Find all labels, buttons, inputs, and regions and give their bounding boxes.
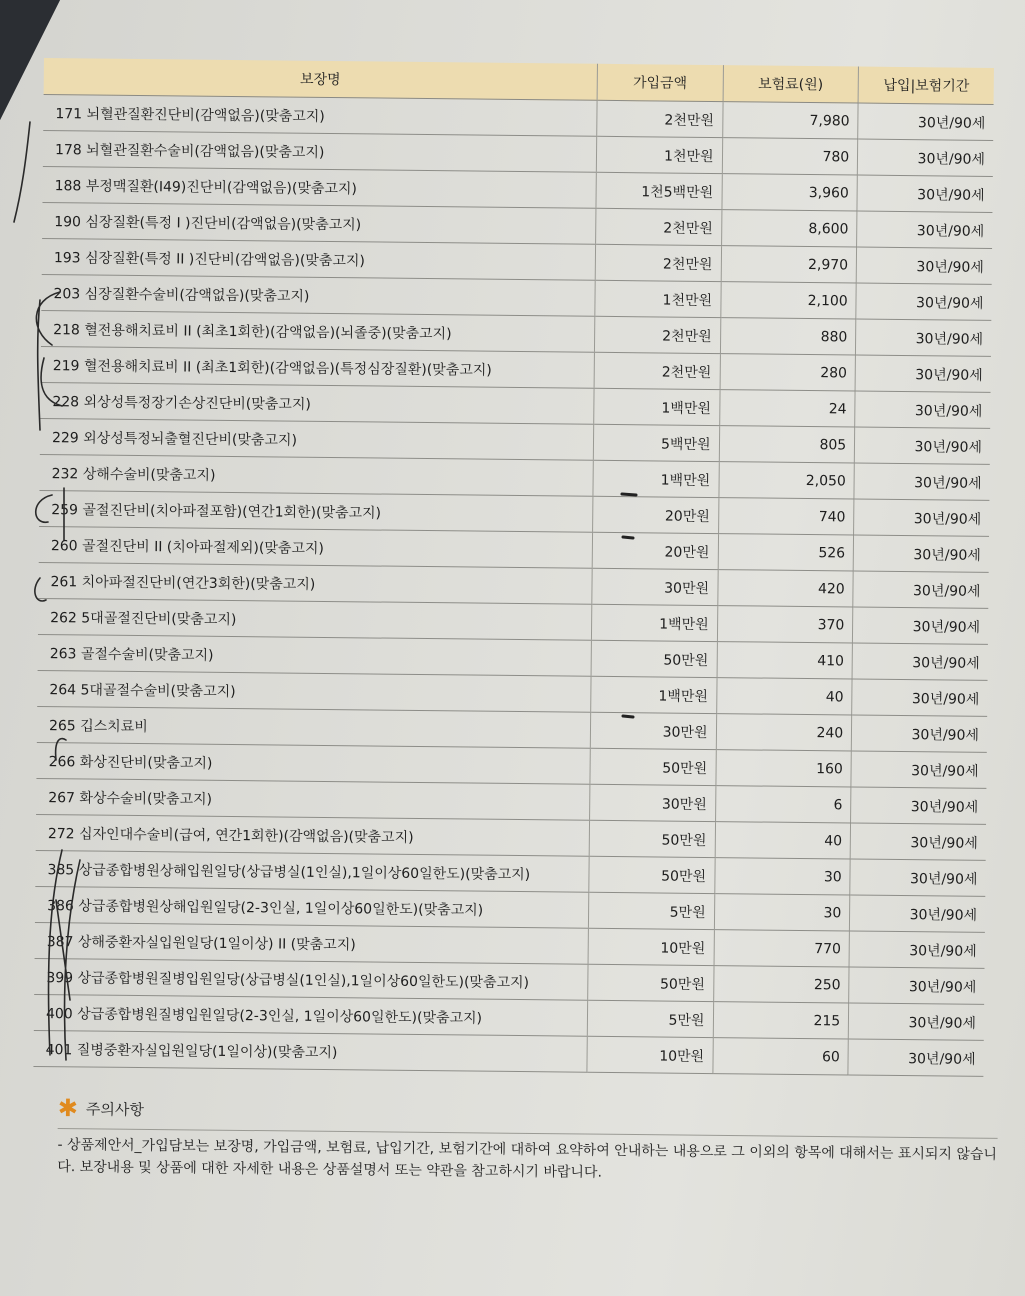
- coverage-name-cell: 261 치아파절진단비(연간3회한)(맞춤고지): [38, 562, 592, 604]
- premium-cell: 30: [714, 894, 850, 931]
- coverage-name-cell: 272 십자인대수술비(급여, 연간1회한)(감액없음)(맞춤고지): [36, 814, 590, 856]
- amount-cell: 50만원: [588, 964, 714, 1001]
- amount-cell: 2천만원: [595, 316, 721, 353]
- coverage-name-cell: 260 골절진단비 II (치아파절제외)(맞춤고지): [39, 526, 593, 568]
- amount-cell: 1천만원: [596, 136, 722, 173]
- amount-cell: 2천만원: [597, 100, 723, 137]
- amount-cell: 2천만원: [594, 352, 720, 389]
- period-cell: 30년/90세: [857, 211, 993, 248]
- premium-cell: 410: [717, 642, 853, 679]
- period-cell: 30년/90세: [855, 427, 991, 464]
- premium-cell: 805: [719, 426, 855, 463]
- coverage-name-cell: 265 깁스치료비: [37, 706, 591, 748]
- premium-cell: 30: [714, 858, 850, 895]
- premium-cell: 6: [715, 786, 851, 823]
- notes-text: - 상품제안서_가입담보는 보장명, 가입금액, 보험료, 납입기간, 보험기간에 대하여 요약하여 안내하는 내용으로 그 이외의 항목에 대해서는 표시되지 않습니다. 보장내용 및 상품에 대한 자세한 내용은 상품설명서 또는 약관을 참고하시기 바랍니다.: [57, 1128, 997, 1188]
- coverage-name-cell: 190 심장질환(특정 I )진단비(감액없음)(맞춤고지): [42, 202, 596, 244]
- amount-cell: 50만원: [589, 856, 715, 893]
- notes-title: 주의사항: [85, 1099, 145, 1119]
- premium-cell: 40: [716, 678, 852, 715]
- premium-cell: 60: [712, 1038, 848, 1075]
- amount-cell: 5만원: [588, 892, 714, 929]
- coverage-name-cell: 401 질병중환자실입원일당(1일이상)(맞춤고지): [33, 1030, 587, 1072]
- coverage-name-cell: 193 심장질환(특정 II )진단비(감액없음)(맞춤고지): [42, 238, 596, 280]
- premium-cell: 7,980: [722, 102, 858, 139]
- period-cell: 30년/90세: [853, 607, 989, 644]
- premium-cell: 3,960: [722, 174, 858, 211]
- period-cell: 30년/90세: [854, 499, 990, 536]
- coverage-name-cell: 232 상해수술비(맞춤고지): [39, 454, 593, 496]
- period-cell: 30년/90세: [849, 967, 985, 1004]
- period-cell: 30년/90세: [851, 787, 987, 824]
- coverage-name-cell: 219 혈전용해치료비 II (최초1회한)(감액없음)(특정심장질환)(맞춤고지): [41, 346, 595, 388]
- premium-cell: 240: [716, 714, 852, 751]
- period-cell: 30년/90세: [850, 895, 986, 932]
- period-cell: 30년/90세: [852, 679, 988, 716]
- amount-cell: 2천만원: [595, 244, 721, 281]
- amount-cell: 30만원: [590, 784, 716, 821]
- period-cell: 30년/90세: [848, 1039, 984, 1076]
- premium-cell: 780: [722, 138, 858, 175]
- coverage-name-cell: 400 상급종합병원질병입원일당(2-3인실, 1일이상60일한도)(맞춤고지): [34, 994, 588, 1036]
- coverage-name-cell: 171 뇌혈관질환진단비(감액없음)(맞춤고지): [43, 94, 597, 136]
- period-cell: 30년/90세: [856, 247, 992, 284]
- coverage-name-cell: 263 골절수술비(맞춤고지): [38, 634, 592, 676]
- period-cell: 30년/90세: [854, 463, 990, 500]
- premium-cell: 880: [720, 318, 856, 355]
- period-cell: 30년/90세: [850, 859, 986, 896]
- amount-cell: 1백만원: [593, 460, 719, 497]
- coverage-name-cell: 188 부정맥질환(I49)진단비(감액없음)(맞춤고지): [42, 166, 596, 208]
- period-cell: 30년/90세: [852, 643, 988, 680]
- coverage-name-cell: 218 혈전용해치료비 II (최초1회한)(감액없음)(뇌졸중)(맞춤고지): [41, 310, 595, 352]
- premium-cell: 740: [718, 498, 854, 535]
- premium-cell: 2,970: [721, 246, 857, 283]
- amount-cell: 50만원: [590, 748, 716, 785]
- table-body: [33, 94, 993, 1076]
- header-premium: 보험료(원): [723, 65, 859, 103]
- premium-cell: 2,100: [720, 282, 856, 319]
- period-cell: 30년/90세: [852, 715, 988, 752]
- amount-cell: 50만원: [591, 640, 717, 677]
- amount-cell: 1백만원: [594, 388, 720, 425]
- notes-section: [57, 1096, 998, 1188]
- premium-cell: 420: [717, 570, 853, 607]
- premium-cell: 160: [715, 750, 851, 787]
- amount-cell: 2천만원: [596, 208, 722, 245]
- coverage-name-cell: 229 외상성특정뇌출혈진단비(맞춤고지): [40, 418, 594, 460]
- premium-cell: 250: [713, 966, 849, 1003]
- period-cell: 30년/90세: [851, 751, 987, 788]
- coverage-name-cell: 385 상급종합병원상해입원일당(상급병실(1인실),1일이상60일한도)(맞춤고지): [35, 850, 589, 892]
- amount-cell: 20만원: [593, 496, 719, 533]
- period-cell: 30년/90세: [853, 535, 989, 572]
- coverage-table: [33, 58, 994, 1077]
- period-cell: 30년/90세: [856, 283, 992, 320]
- amount-cell: 10만원: [587, 1036, 713, 1073]
- amount-cell: 20만원: [592, 532, 718, 569]
- amount-cell: 1백만원: [591, 676, 717, 713]
- period-cell: 30년/90세: [849, 931, 985, 968]
- period-cell: 30년/90세: [858, 103, 994, 140]
- coverage-name-cell: 399 상급종합병원질병입원일당(상급병실(1인실),1일이상60일한도)(맞춤고지): [34, 958, 588, 1000]
- premium-cell: 526: [718, 534, 854, 571]
- amount-cell: 1백만원: [591, 604, 717, 641]
- premium-cell: 8,600: [721, 210, 857, 247]
- header-coverage-name: 보장명: [44, 58, 598, 100]
- premium-cell: 2,050: [718, 462, 854, 499]
- amount-cell: 10만원: [588, 928, 714, 965]
- premium-cell: 370: [717, 606, 853, 643]
- amount-cell: 30만원: [590, 712, 716, 749]
- coverage-name-cell: 267 화상수술비(맞춤고지): [36, 778, 590, 820]
- coverage-name-cell: 266 화상진단비(맞춤고지): [36, 742, 590, 784]
- amount-cell: 30만원: [592, 568, 718, 605]
- amount-cell: 50만원: [589, 820, 715, 857]
- amount-cell: 1천만원: [595, 280, 721, 317]
- coverage-name-cell: 387 상해중환자실입원일당(1일이상) II (맞춤고지): [35, 922, 589, 964]
- period-cell: 30년/90세: [855, 355, 991, 392]
- header-amount: 가입금액: [597, 64, 723, 102]
- coverage-name-cell: 203 심장질환수술비(감액없음)(맞춤고지): [41, 274, 595, 316]
- premium-cell: 280: [720, 354, 856, 391]
- amount-cell: 5백만원: [593, 424, 719, 461]
- period-cell: 30년/90세: [850, 823, 986, 860]
- coverage-name-cell: 262 5대골절진단비(맞춤고지): [38, 598, 592, 640]
- premium-cell: 24: [719, 390, 855, 427]
- period-cell: 30년/90세: [857, 175, 993, 212]
- coverage-name-cell: 264 5대골절수술비(맞춤고지): [37, 670, 591, 712]
- header-period: 납입|보험기간: [858, 67, 994, 105]
- amount-cell: 5만원: [587, 1000, 713, 1037]
- asterisk-icon: ✱: [57, 1094, 79, 1123]
- period-cell: 30년/90세: [858, 139, 994, 176]
- period-cell: 30년/90세: [856, 319, 992, 356]
- coverage-name-cell: 259 골절진단비(치아파절포함)(연간1회한)(맞춤고지): [39, 490, 593, 532]
- amount-cell: 1천5백만원: [596, 172, 722, 209]
- premium-cell: 770: [714, 930, 850, 967]
- coverage-name-cell: 228 외상성특정장기손상진단비(맞춤고지): [40, 382, 594, 424]
- premium-cell: 215: [713, 1002, 849, 1039]
- coverage-name-cell: 386 상급종합병원상해입원일당(2-3인실, 1일이상60일한도)(맞춤고지): [35, 886, 589, 928]
- period-cell: 30년/90세: [853, 571, 989, 608]
- period-cell: 30년/90세: [849, 1003, 985, 1040]
- coverage-name-cell: 178 뇌혈관질환수술비(감액없음)(맞춤고지): [43, 130, 597, 172]
- premium-cell: 40: [715, 822, 851, 859]
- period-cell: 30년/90세: [855, 391, 991, 428]
